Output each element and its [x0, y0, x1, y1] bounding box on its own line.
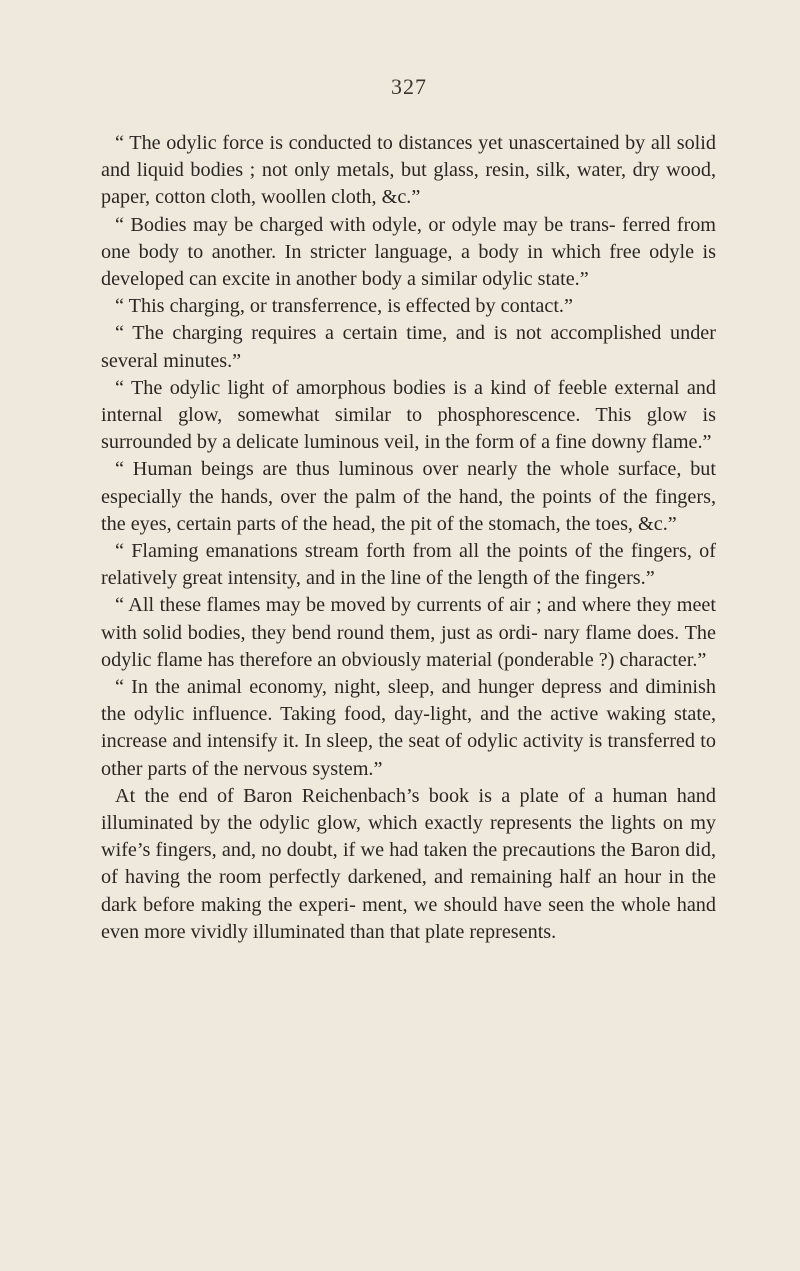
paragraph-6: “ Human beings are thus luminous over nearly the whole surface, but especially the hands, over the palm of the hand, the points of the fingers, the eyes, certain parts of the head, the pit of the stomach, the toes, &c.” [101, 458, 716, 535]
body-text [101, 130, 716, 946]
paragraph-4: “ The charging requires a certain time, and is not accomplished under several minutes.” [101, 322, 716, 372]
paragraph-3: “ This charging, or transferrence, is effected by contact.” [115, 295, 573, 318]
paragraph-2: “ Bodies may be charged with odyle, or odyle may be trans- ferred from one body to another. In stricter language, a body in which free odyle is developed can excite in another body a similar odylic state.” [101, 213, 716, 291]
page-number: 327 [391, 74, 427, 99]
paragraph-5: “ The odylic light of amorphous bodies is a kind of feeble external and internal glow, somewhat similar to phosphorescence. This glow is surrounded by a delicate luminous veil, in the form of a fine downy flame.” [101, 376, 716, 454]
paragraph-1: “ The odylic force is conducted to distances yet unascertained by all solid and liquid bodies ; not only metals, but glass, resin, silk, water, dry wood, paper, cotton cloth, woollen cloth, &c.” [101, 132, 716, 209]
paragraph-8: “ All these flames may be moved by currents of air ; and where they meet with solid bodies, they bend round them, just as ordi- nary flame does. The odylic flame has therefore an obviously material (ponderable ?) character.” [101, 594, 716, 671]
paragraph-10: At the end of Baron Reichenbach’s book is a plate of a human hand illuminated by the odylic glow, which exactly represents the lights on my wife’s fingers, and, no doubt, if we had taken the precautions the Baron did, of having the room perfectly darkened, and remaining half an hour in the dark before making the experi- ment, we should have seen the whole hand even more vividly illuminated than that plate represents. [101, 784, 716, 943]
paragraph-7: “ Flaming emanations stream forth from all the points of the fingers, of relatively great intensity, and in the line of the length of the fingers.” [101, 540, 716, 590]
paragraph-9: “ In the animal economy, night, sleep, and hunger depress and diminish the odylic influence. Taking food, day-light, and the active waking state, increase and intensify it. In sleep, the seat of odylic activity is transferred to other parts of the nervous system.” [101, 676, 716, 780]
